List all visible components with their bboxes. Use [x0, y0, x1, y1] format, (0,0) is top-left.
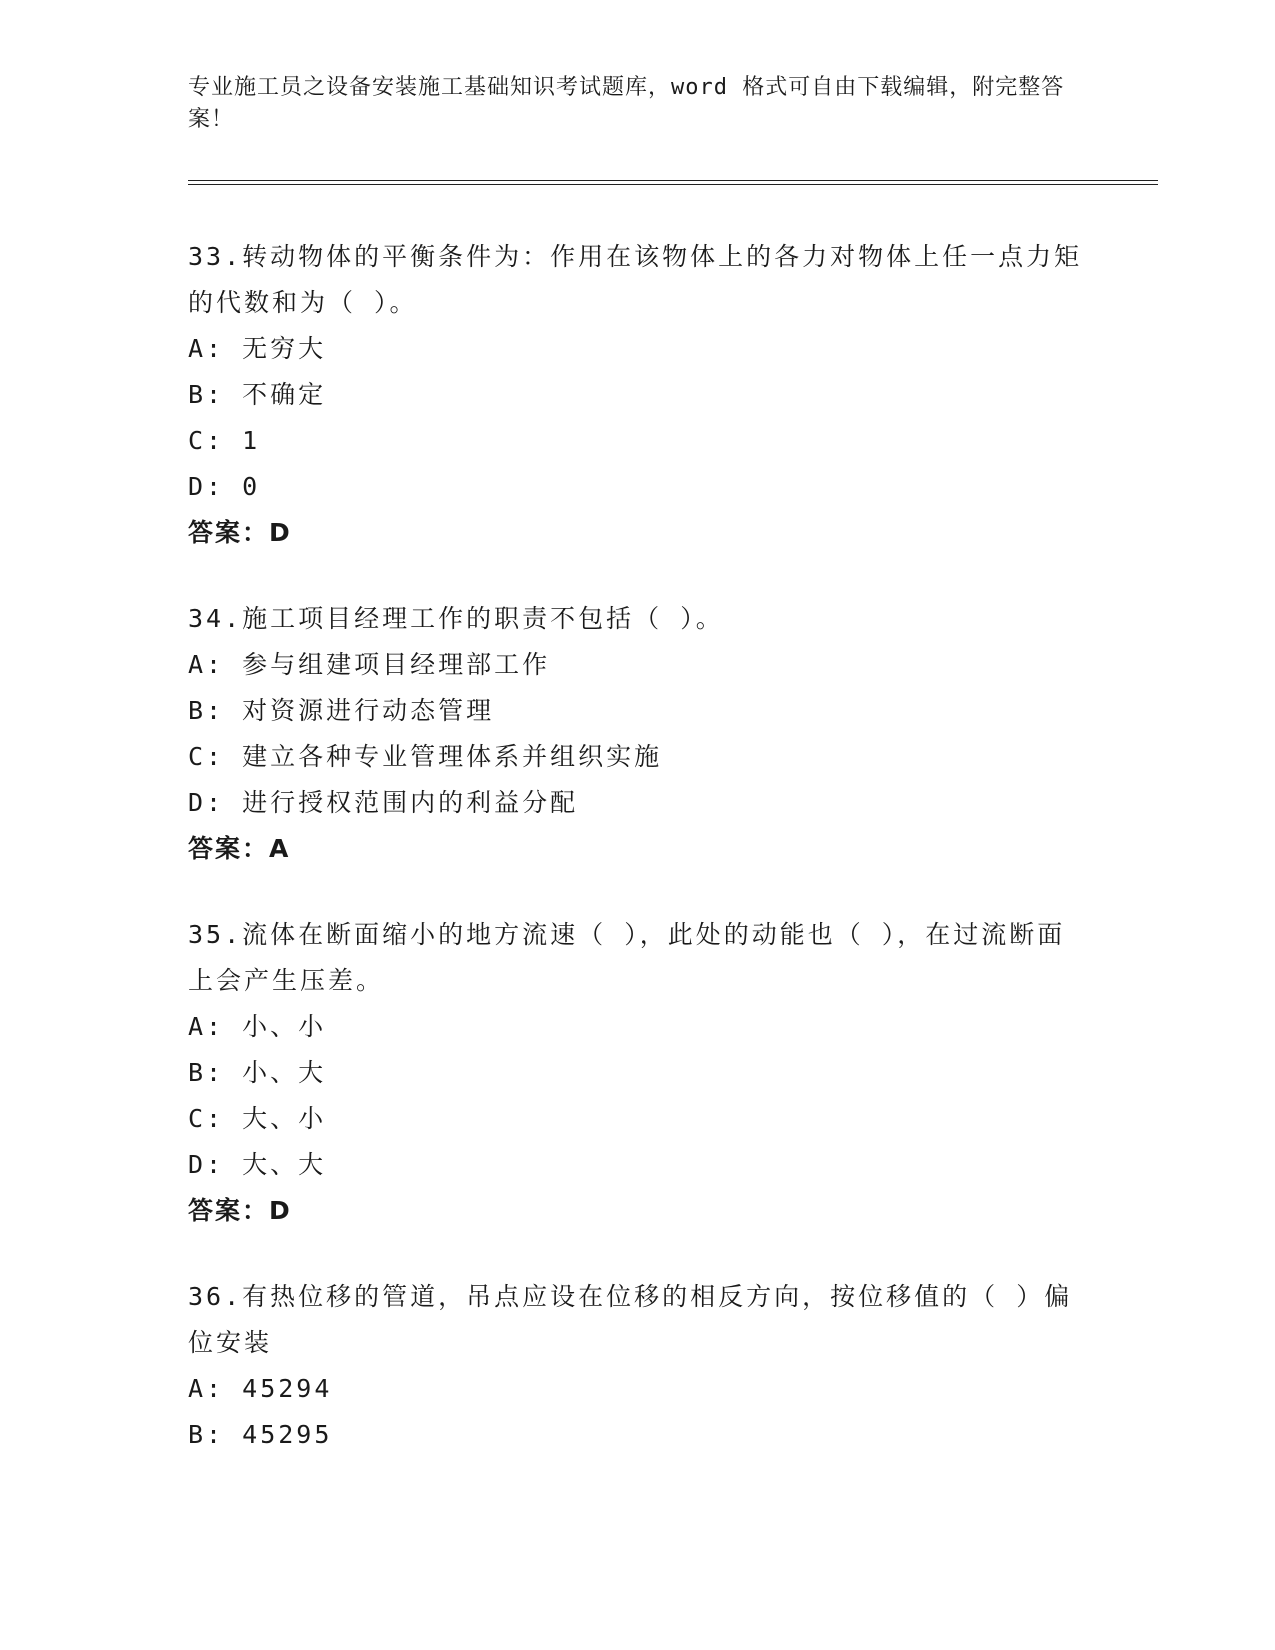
question-34 — [188, 596, 1088, 872]
option-a: A: 小、小 — [188, 1012, 327, 1041]
option-a: A: 45294 — [188, 1374, 333, 1403]
option-d: D: 0 — [188, 472, 261, 501]
question-stem: 36.有热位移的管道，吊点应设在位移的相反方向，按位移值的（ ）偏位安装 — [188, 1282, 1073, 1357]
option-a: A: 无穷大 — [188, 334, 327, 363]
document-header: 专业施工员之设备安装施工基础知识考试题库，word 格式可自由下载编辑，附完整答案！ — [188, 75, 1065, 132]
question-36 — [188, 1274, 1088, 1458]
header-divider — [188, 180, 1158, 185]
option-d: D: 大、大 — [188, 1150, 327, 1179]
option-d: D: 进行授权范围内的利益分配 — [188, 788, 579, 817]
question-stem: 35.流体在断面缩小的地方流速（ ），此处的动能也（ ），在过流断面上会产生压差。 — [188, 920, 1066, 995]
question-stem: 33.转动物体的平衡条件为：作用在该物体上的各力对物体上任一点力矩的代数和为（ ）。 — [188, 242, 1083, 317]
answer-label: 答案：D — [188, 1196, 292, 1225]
option-b: B: 不确定 — [188, 380, 327, 409]
option-c: C: 1 — [188, 426, 261, 455]
option-b: B: 45295 — [188, 1420, 333, 1449]
option-c: C: 建立各种专业管理体系并组织实施 — [188, 742, 663, 771]
question-35 — [188, 912, 1088, 1234]
answer-label: 答案：A — [188, 834, 291, 863]
option-b: B: 小、大 — [188, 1058, 327, 1087]
question-list — [188, 234, 1088, 1498]
option-a: A: 参与组建项目经理部工作 — [188, 650, 551, 679]
question-33 — [188, 234, 1088, 556]
answer-label: 答案：D — [188, 518, 292, 547]
question-stem: 34.施工项目经理工作的职责不包括（ ）。 — [188, 604, 724, 633]
option-b: B: 对资源进行动态管理 — [188, 696, 495, 725]
option-c: C: 大、小 — [188, 1104, 327, 1133]
